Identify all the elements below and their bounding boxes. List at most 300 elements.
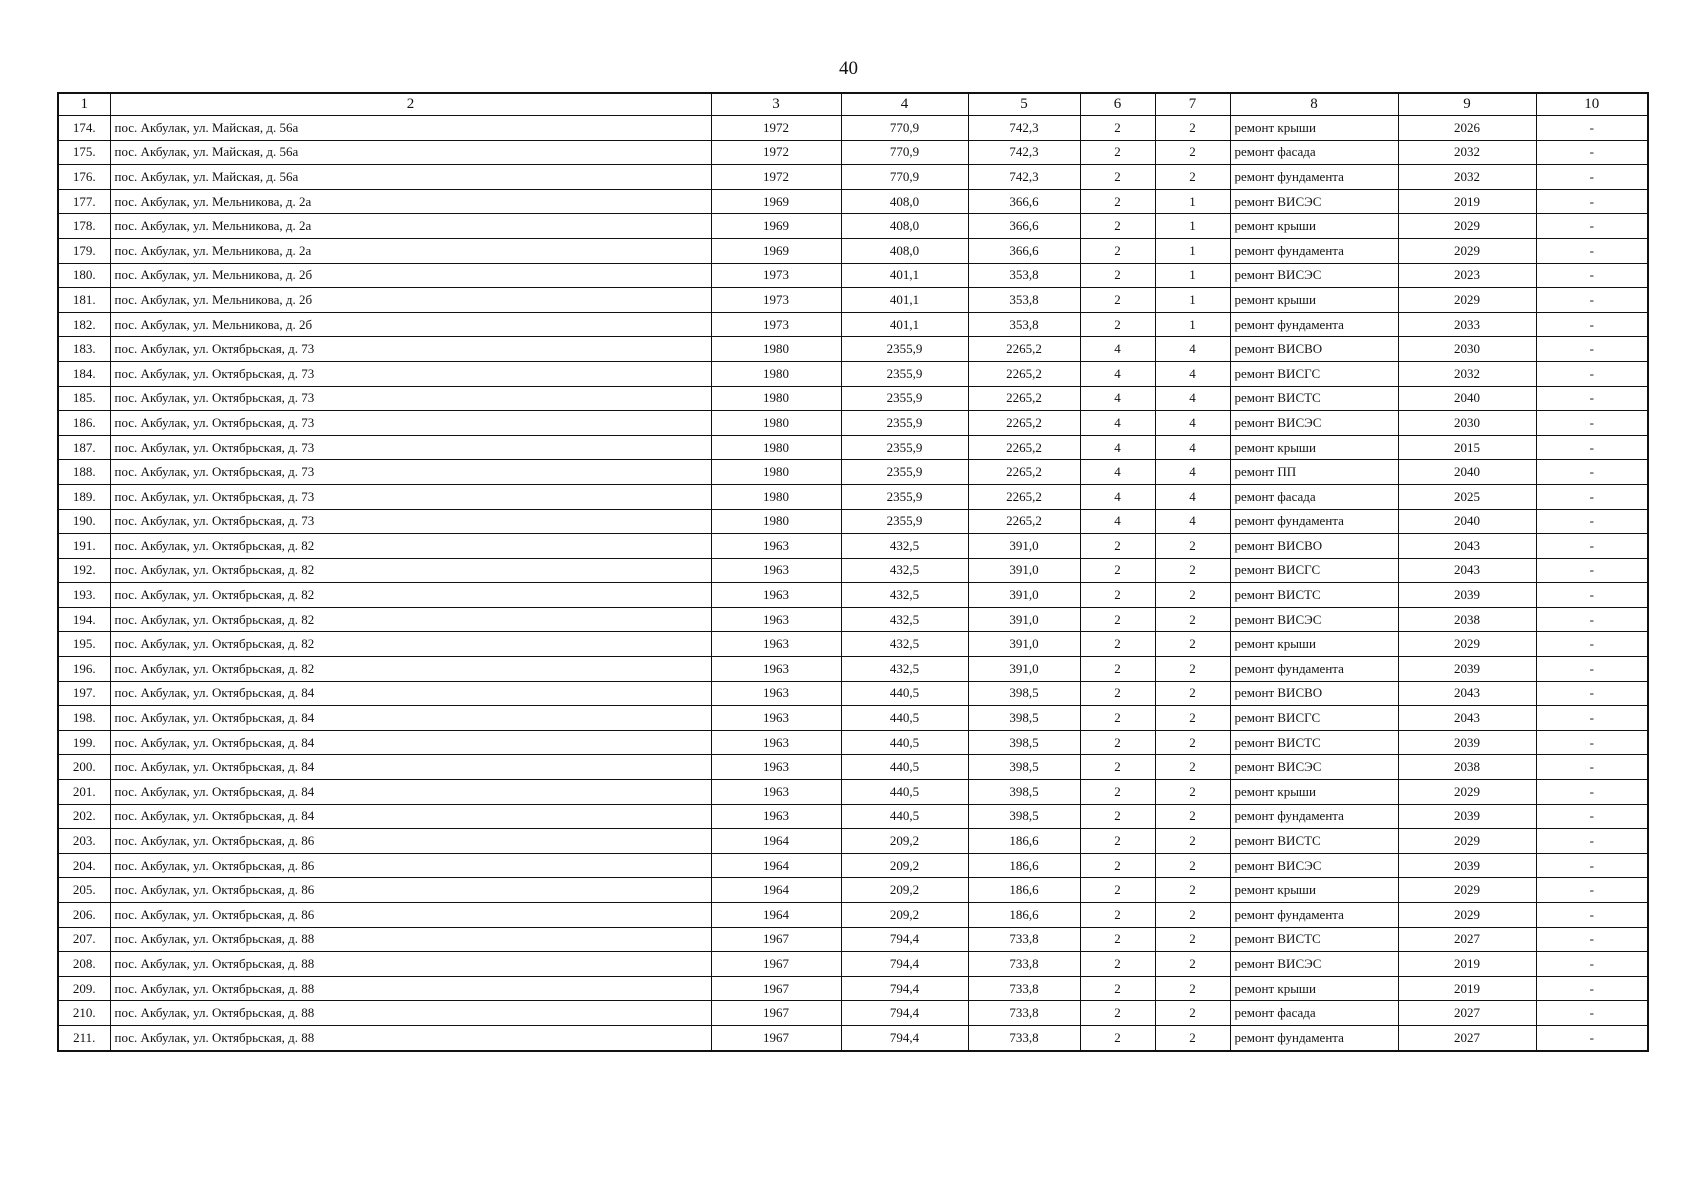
planned-year-cell: 2019 — [1398, 976, 1536, 1001]
address-cell: пос. Акбулак, ул. Октябрьская, д. 88 — [110, 952, 711, 977]
note-cell: - — [1536, 238, 1648, 263]
planned-year-cell: 2029 — [1398, 238, 1536, 263]
address-cell: пос. Акбулак, ул. Октябрьская, д. 73 — [110, 509, 711, 534]
planned-year-cell: 2027 — [1398, 927, 1536, 952]
year-cell: 1963 — [711, 657, 841, 682]
floors-cell: 2 — [1080, 878, 1155, 903]
row-number: 174. — [58, 116, 110, 141]
note-cell: - — [1536, 657, 1648, 682]
table-row — [58, 460, 1648, 485]
year-cell: 1963 — [711, 706, 841, 731]
living-area-cell: 742,3 — [968, 140, 1080, 165]
total-area-cell: 770,9 — [841, 165, 968, 190]
row-number: 190. — [58, 509, 110, 534]
total-area-cell: 209,2 — [841, 853, 968, 878]
living-area-cell: 2265,2 — [968, 337, 1080, 362]
work-type-cell: ремонт крыши — [1230, 878, 1398, 903]
note-cell: - — [1536, 165, 1648, 190]
floors-cell: 2 — [1080, 165, 1155, 190]
year-cell: 1967 — [711, 927, 841, 952]
address-cell: пос. Акбулак, ул. Октябрьская, д. 88 — [110, 1001, 711, 1026]
year-cell: 1963 — [711, 534, 841, 559]
total-area-cell: 440,5 — [841, 706, 968, 731]
floors-cell: 4 — [1080, 386, 1155, 411]
table-row — [58, 1001, 1648, 1026]
address-cell: пос. Акбулак, ул. Октябрьская, д. 82 — [110, 632, 711, 657]
row-number: 202. — [58, 804, 110, 829]
living-area-cell: 391,0 — [968, 657, 1080, 682]
planned-year-cell: 2040 — [1398, 386, 1536, 411]
total-area-cell: 2355,9 — [841, 337, 968, 362]
floors-cell: 2 — [1080, 952, 1155, 977]
entrances-cell: 2 — [1155, 853, 1230, 878]
entrances-cell: 2 — [1155, 755, 1230, 780]
floors-cell: 2 — [1080, 706, 1155, 731]
planned-year-cell: 2033 — [1398, 312, 1536, 337]
total-area-cell: 401,1 — [841, 288, 968, 313]
floors-cell: 4 — [1080, 484, 1155, 509]
table-row — [58, 903, 1648, 928]
planned-year-cell: 2025 — [1398, 484, 1536, 509]
table-row — [58, 558, 1648, 583]
column-header: 5 — [968, 93, 1080, 116]
year-cell: 1980 — [711, 460, 841, 485]
total-area-cell: 2355,9 — [841, 386, 968, 411]
year-cell: 1963 — [711, 804, 841, 829]
address-cell: пос. Акбулак, ул. Октябрьская, д. 88 — [110, 1025, 711, 1050]
living-area-cell: 391,0 — [968, 607, 1080, 632]
total-area-cell: 2355,9 — [841, 484, 968, 509]
table-row — [58, 288, 1648, 313]
living-area-cell: 2265,2 — [968, 509, 1080, 534]
planned-year-cell: 2030 — [1398, 411, 1536, 436]
entrances-cell: 2 — [1155, 903, 1230, 928]
address-cell: пос. Акбулак, ул. Октябрьская, д. 84 — [110, 681, 711, 706]
total-area-cell: 2355,9 — [841, 460, 968, 485]
living-area-cell: 2265,2 — [968, 361, 1080, 386]
note-cell: - — [1536, 288, 1648, 313]
work-type-cell: ремонт ВИСТС — [1230, 730, 1398, 755]
work-type-cell: ремонт ВИСТС — [1230, 829, 1398, 854]
floors-cell: 2 — [1080, 903, 1155, 928]
floors-cell: 2 — [1080, 632, 1155, 657]
note-cell: - — [1536, 976, 1648, 1001]
total-area-cell: 794,4 — [841, 927, 968, 952]
note-cell: - — [1536, 558, 1648, 583]
address-cell: пос. Акбулак, ул. Октябрьская, д. 73 — [110, 386, 711, 411]
planned-year-cell: 2040 — [1398, 509, 1536, 534]
work-type-cell: ремонт фундамента — [1230, 903, 1398, 928]
total-area-cell: 440,5 — [841, 730, 968, 755]
planned-year-cell: 2039 — [1398, 853, 1536, 878]
row-number: 182. — [58, 312, 110, 337]
address-cell: пос. Акбулак, ул. Мельникова, д. 2б — [110, 312, 711, 337]
note-cell: - — [1536, 435, 1648, 460]
entrances-cell: 2 — [1155, 927, 1230, 952]
table-row — [58, 386, 1648, 411]
note-cell: - — [1536, 411, 1648, 436]
table-row — [58, 165, 1648, 190]
row-number: 180. — [58, 263, 110, 288]
table-row — [58, 534, 1648, 559]
year-cell: 1963 — [711, 755, 841, 780]
table-row — [58, 189, 1648, 214]
entrances-cell: 2 — [1155, 976, 1230, 1001]
total-area-cell: 440,5 — [841, 681, 968, 706]
table-row — [58, 435, 1648, 460]
table-row — [58, 238, 1648, 263]
living-area-cell: 391,0 — [968, 534, 1080, 559]
row-number: 197. — [58, 681, 110, 706]
note-cell: - — [1536, 681, 1648, 706]
row-number: 207. — [58, 927, 110, 952]
total-area-cell: 408,0 — [841, 189, 968, 214]
entrances-cell: 2 — [1155, 952, 1230, 977]
row-number: 194. — [58, 607, 110, 632]
total-area-cell: 432,5 — [841, 534, 968, 559]
entrances-cell: 4 — [1155, 435, 1230, 460]
planned-year-cell: 2043 — [1398, 706, 1536, 731]
floors-cell: 2 — [1080, 853, 1155, 878]
living-area-cell: 353,8 — [968, 263, 1080, 288]
floors-cell: 4 — [1080, 337, 1155, 362]
floors-cell: 2 — [1080, 263, 1155, 288]
planned-year-cell: 2039 — [1398, 583, 1536, 608]
living-area-cell: 398,5 — [968, 730, 1080, 755]
living-area-cell: 733,8 — [968, 1001, 1080, 1026]
planned-year-cell: 2029 — [1398, 878, 1536, 903]
floors-cell: 2 — [1080, 583, 1155, 608]
total-area-cell: 2355,9 — [841, 411, 968, 436]
total-area-cell: 794,4 — [841, 1025, 968, 1050]
work-type-cell: ремонт ВИСВО — [1230, 681, 1398, 706]
entrances-cell: 2 — [1155, 534, 1230, 559]
table-row — [58, 484, 1648, 509]
floors-cell: 4 — [1080, 361, 1155, 386]
planned-year-cell: 2023 — [1398, 263, 1536, 288]
address-cell: пос. Акбулак, ул. Мельникова, д. 2б — [110, 288, 711, 313]
note-cell: - — [1536, 755, 1648, 780]
row-number: 195. — [58, 632, 110, 657]
year-cell: 1969 — [711, 189, 841, 214]
work-type-cell: ремонт ВИСГС — [1230, 706, 1398, 731]
floors-cell: 2 — [1080, 755, 1155, 780]
work-type-cell: ремонт ВИСТС — [1230, 583, 1398, 608]
column-header: 1 — [58, 93, 110, 116]
year-cell: 1980 — [711, 484, 841, 509]
floors-cell: 2 — [1080, 140, 1155, 165]
total-area-cell: 432,5 — [841, 583, 968, 608]
work-type-cell: ремонт крыши — [1230, 288, 1398, 313]
floors-cell: 2 — [1080, 730, 1155, 755]
year-cell: 1964 — [711, 853, 841, 878]
note-cell: - — [1536, 361, 1648, 386]
work-type-cell: ремонт фасада — [1230, 1001, 1398, 1026]
row-number: 196. — [58, 657, 110, 682]
entrances-cell: 1 — [1155, 263, 1230, 288]
table-row — [58, 730, 1648, 755]
note-cell: - — [1536, 730, 1648, 755]
row-number: 184. — [58, 361, 110, 386]
entrances-cell: 2 — [1155, 116, 1230, 141]
planned-year-cell: 2032 — [1398, 361, 1536, 386]
total-area-cell: 209,2 — [841, 829, 968, 854]
note-cell: - — [1536, 583, 1648, 608]
page-number: 40 — [839, 58, 858, 79]
living-area-cell: 391,0 — [968, 583, 1080, 608]
year-cell: 1980 — [711, 435, 841, 460]
living-area-cell: 186,6 — [968, 903, 1080, 928]
address-cell: пос. Акбулак, ул. Октябрьская, д. 82 — [110, 657, 711, 682]
row-number: 188. — [58, 460, 110, 485]
row-number: 192. — [58, 558, 110, 583]
year-cell: 1963 — [711, 681, 841, 706]
row-number: 209. — [58, 976, 110, 1001]
row-number: 175. — [58, 140, 110, 165]
total-area-cell: 440,5 — [841, 755, 968, 780]
year-cell: 1963 — [711, 730, 841, 755]
table-row — [58, 853, 1648, 878]
entrances-cell: 2 — [1155, 730, 1230, 755]
entrances-cell: 2 — [1155, 878, 1230, 903]
floors-cell: 2 — [1080, 829, 1155, 854]
work-type-cell: ремонт ВИСТС — [1230, 927, 1398, 952]
address-cell: пос. Акбулак, ул. Майская, д. 56а — [110, 140, 711, 165]
row-number: 199. — [58, 730, 110, 755]
work-type-cell: ремонт ВИСЭС — [1230, 411, 1398, 436]
address-cell: пос. Акбулак, ул. Октябрьская, д. 82 — [110, 607, 711, 632]
living-area-cell: 353,8 — [968, 312, 1080, 337]
note-cell: - — [1536, 263, 1648, 288]
note-cell: - — [1536, 460, 1648, 485]
table-row — [58, 509, 1648, 534]
row-number: 185. — [58, 386, 110, 411]
living-area-cell: 2265,2 — [968, 460, 1080, 485]
row-number: 177. — [58, 189, 110, 214]
row-number: 208. — [58, 952, 110, 977]
work-type-cell: ремонт ВИСЭС — [1230, 952, 1398, 977]
year-cell: 1969 — [711, 238, 841, 263]
row-number: 181. — [58, 288, 110, 313]
living-area-cell: 398,5 — [968, 681, 1080, 706]
floors-cell: 2 — [1080, 116, 1155, 141]
column-header: 2 — [110, 93, 711, 116]
entrances-cell: 4 — [1155, 484, 1230, 509]
living-area-cell: 2265,2 — [968, 484, 1080, 509]
work-type-cell: ремонт ВИСЭС — [1230, 853, 1398, 878]
planned-year-cell: 2039 — [1398, 730, 1536, 755]
total-area-cell: 2355,9 — [841, 435, 968, 460]
year-cell: 1980 — [711, 509, 841, 534]
entrances-cell: 4 — [1155, 411, 1230, 436]
planned-year-cell: 2029 — [1398, 829, 1536, 854]
entrances-cell: 2 — [1155, 657, 1230, 682]
year-cell: 1980 — [711, 337, 841, 362]
total-area-cell: 401,1 — [841, 263, 968, 288]
total-area-cell: 2355,9 — [841, 361, 968, 386]
year-cell: 1963 — [711, 558, 841, 583]
table-row — [58, 140, 1648, 165]
note-cell: - — [1536, 853, 1648, 878]
living-area-cell: 366,6 — [968, 214, 1080, 239]
floors-cell: 2 — [1080, 657, 1155, 682]
year-cell: 1967 — [711, 1001, 841, 1026]
work-type-cell: ремонт фундамента — [1230, 804, 1398, 829]
floors-cell: 4 — [1080, 411, 1155, 436]
work-type-cell: ремонт фундамента — [1230, 238, 1398, 263]
row-number: 201. — [58, 780, 110, 805]
address-cell: пос. Акбулак, ул. Майская, д. 56а — [110, 165, 711, 190]
planned-year-cell: 2039 — [1398, 804, 1536, 829]
note-cell: - — [1536, 140, 1648, 165]
total-area-cell: 440,5 — [841, 804, 968, 829]
living-area-cell: 733,8 — [968, 952, 1080, 977]
row-number: 186. — [58, 411, 110, 436]
work-type-cell: ремонт ВИСЭС — [1230, 263, 1398, 288]
total-area-cell: 408,0 — [841, 238, 968, 263]
work-type-cell: ремонт фундамента — [1230, 657, 1398, 682]
work-type-cell: ремонт ВИСТС — [1230, 386, 1398, 411]
address-cell: пос. Акбулак, ул. Мельникова, д. 2а — [110, 238, 711, 263]
living-area-cell: 366,6 — [968, 238, 1080, 263]
column-header: 3 — [711, 93, 841, 116]
address-cell: пос. Акбулак, ул. Октябрьская, д. 73 — [110, 337, 711, 362]
planned-year-cell: 2027 — [1398, 1001, 1536, 1026]
note-cell: - — [1536, 337, 1648, 362]
living-area-cell: 398,5 — [968, 780, 1080, 805]
living-area-cell: 186,6 — [968, 878, 1080, 903]
table-row — [58, 214, 1648, 239]
floors-cell: 4 — [1080, 509, 1155, 534]
year-cell: 1963 — [711, 632, 841, 657]
year-cell: 1980 — [711, 361, 841, 386]
floors-cell: 2 — [1080, 534, 1155, 559]
total-area-cell: 432,5 — [841, 632, 968, 657]
work-type-cell: ремонт фундамента — [1230, 1025, 1398, 1050]
entrances-cell: 4 — [1155, 386, 1230, 411]
row-number: 206. — [58, 903, 110, 928]
note-cell: - — [1536, 116, 1648, 141]
address-cell: пос. Акбулак, ул. Мельникова, д. 2а — [110, 214, 711, 239]
address-cell: пос. Акбулак, ул. Октябрьская, д. 82 — [110, 534, 711, 559]
living-area-cell: 742,3 — [968, 165, 1080, 190]
address-cell: пос. Акбулак, ул. Октябрьская, д. 86 — [110, 853, 711, 878]
row-number: 176. — [58, 165, 110, 190]
year-cell: 1967 — [711, 952, 841, 977]
table-row — [58, 116, 1648, 141]
living-area-cell: 398,5 — [968, 706, 1080, 731]
entrances-cell: 2 — [1155, 681, 1230, 706]
row-number: 183. — [58, 337, 110, 362]
living-area-cell: 391,0 — [968, 632, 1080, 657]
planned-year-cell: 2032 — [1398, 140, 1536, 165]
address-cell: пос. Акбулак, ул. Мельникова, д. 2б — [110, 263, 711, 288]
note-cell: - — [1536, 903, 1648, 928]
note-cell: - — [1536, 386, 1648, 411]
entrances-cell: 4 — [1155, 460, 1230, 485]
table-row — [58, 411, 1648, 436]
column-header: 10 — [1536, 93, 1648, 116]
planned-year-cell: 2027 — [1398, 1025, 1536, 1050]
row-number: 205. — [58, 878, 110, 903]
total-area-cell: 770,9 — [841, 116, 968, 141]
entrances-cell: 1 — [1155, 214, 1230, 239]
total-area-cell: 794,4 — [841, 976, 968, 1001]
table-row — [58, 878, 1648, 903]
table-row — [58, 804, 1648, 829]
row-number: 189. — [58, 484, 110, 509]
year-cell: 1964 — [711, 829, 841, 854]
floors-cell: 2 — [1080, 927, 1155, 952]
address-cell: пос. Акбулак, ул. Майская, д. 56а — [110, 116, 711, 141]
planned-year-cell: 2029 — [1398, 903, 1536, 928]
table-row — [58, 952, 1648, 977]
note-cell: - — [1536, 1001, 1648, 1026]
planned-year-cell: 2040 — [1398, 460, 1536, 485]
column-header: 6 — [1080, 93, 1155, 116]
work-type-cell: ремонт ВИСВО — [1230, 534, 1398, 559]
entrances-cell: 4 — [1155, 361, 1230, 386]
address-cell: пос. Акбулак, ул. Октябрьская, д. 84 — [110, 804, 711, 829]
table-row — [58, 583, 1648, 608]
planned-year-cell: 2029 — [1398, 780, 1536, 805]
note-cell: - — [1536, 1025, 1648, 1050]
living-area-cell: 398,5 — [968, 804, 1080, 829]
total-area-cell: 2355,9 — [841, 509, 968, 534]
row-number: 203. — [58, 829, 110, 854]
work-type-cell: ремонт крыши — [1230, 116, 1398, 141]
living-area-cell: 2265,2 — [968, 435, 1080, 460]
work-type-cell: ремонт крыши — [1230, 780, 1398, 805]
address-cell: пос. Акбулак, ул. Мельникова, д. 2а — [110, 189, 711, 214]
living-area-cell: 733,8 — [968, 976, 1080, 1001]
year-cell: 1967 — [711, 976, 841, 1001]
work-type-cell: ремонт ВИСЭС — [1230, 189, 1398, 214]
work-type-cell: ремонт фундамента — [1230, 509, 1398, 534]
note-cell: - — [1536, 534, 1648, 559]
table-row — [58, 976, 1648, 1001]
total-area-cell: 440,5 — [841, 780, 968, 805]
total-area-cell: 432,5 — [841, 607, 968, 632]
planned-year-cell: 2026 — [1398, 116, 1536, 141]
entrances-cell: 1 — [1155, 312, 1230, 337]
floors-cell: 2 — [1080, 189, 1155, 214]
address-cell: пос. Акбулак, ул. Октябрьская, д. 86 — [110, 829, 711, 854]
note-cell: - — [1536, 607, 1648, 632]
planned-year-cell: 2029 — [1398, 288, 1536, 313]
year-cell: 1972 — [711, 140, 841, 165]
table-row — [58, 927, 1648, 952]
year-cell: 1963 — [711, 607, 841, 632]
table-row — [58, 829, 1648, 854]
floors-cell: 2 — [1080, 238, 1155, 263]
work-type-cell: ремонт фасада — [1230, 484, 1398, 509]
note-cell: - — [1536, 829, 1648, 854]
entrances-cell: 2 — [1155, 1001, 1230, 1026]
planned-year-cell: 2029 — [1398, 214, 1536, 239]
entrances-cell: 4 — [1155, 509, 1230, 534]
year-cell: 1963 — [711, 780, 841, 805]
row-number: 204. — [58, 853, 110, 878]
address-cell: пос. Акбулак, ул. Октябрьская, д. 84 — [110, 780, 711, 805]
entrances-cell: 2 — [1155, 829, 1230, 854]
living-area-cell: 733,8 — [968, 1025, 1080, 1050]
address-cell: пос. Акбулак, ул. Октябрьская, д. 73 — [110, 435, 711, 460]
entrances-cell: 2 — [1155, 706, 1230, 731]
living-area-cell: 2265,2 — [968, 386, 1080, 411]
year-cell: 1973 — [711, 263, 841, 288]
entrances-cell: 2 — [1155, 165, 1230, 190]
